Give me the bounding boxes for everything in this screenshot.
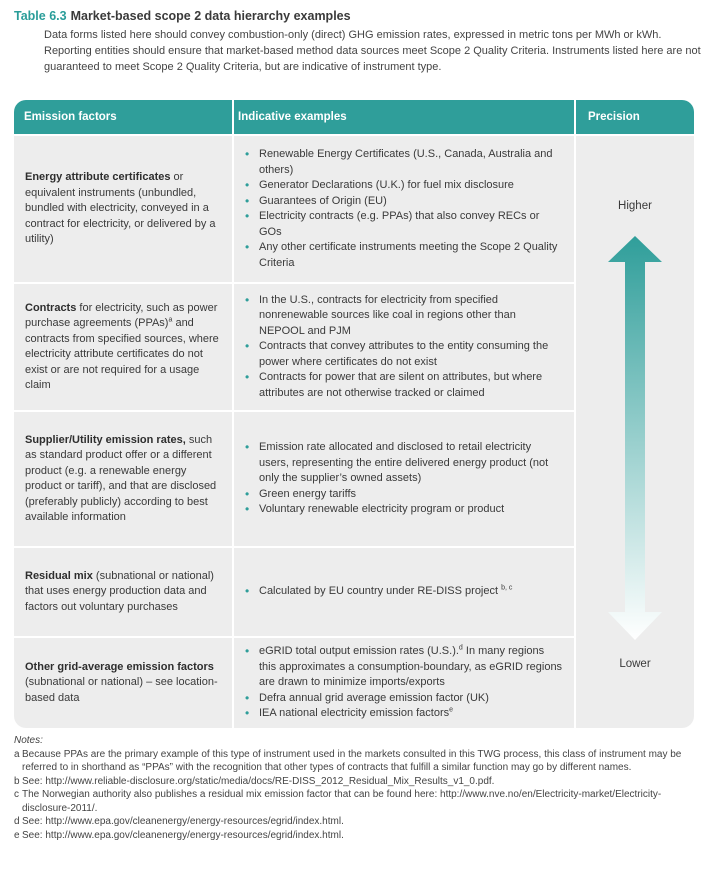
footnote	[14, 775, 704, 789]
list-item: • Contracts that convey attributes to the entity consuming the power where certificates do not exist	[244, 339, 564, 370]
list-item: • Green energy tariffs	[244, 487, 564, 503]
list-item: • Any other certificate instruments meeting the Scope 2 Quality Criteria	[244, 240, 564, 271]
emission-factor-name: Energy attribute certificates	[25, 171, 171, 184]
examples-list	[244, 293, 564, 402]
precision-arrow-icon	[576, 232, 694, 652]
examples-list	[244, 584, 564, 600]
list-item: • Guarantees of Origin (EU)	[244, 194, 564, 210]
footnote	[14, 748, 704, 775]
footnote-marker: a	[168, 316, 173, 324]
footnote-label: d	[14, 816, 20, 827]
emission-factor-desc: or equivalent instruments (unbundled, bundled with electricity, conveyed in a contract for electricity, or delivered by a utility)	[25, 171, 216, 246]
table-row	[14, 638, 574, 728]
list-item: • Emission rate allocated and disclosed to retail electricity users, representing the entire delivered energy product (not only the supplier’s owned assets)	[244, 440, 564, 487]
examples-cell	[234, 638, 574, 728]
header-indicative-examples: Indicative examples	[238, 111, 347, 123]
emission-factor-cell	[14, 136, 232, 282]
list-item-text: Calculated by EU country under RE-DISS project	[259, 585, 499, 598]
table-title	[14, 8, 704, 24]
emission-factor-name: Other grid-average emission factors	[25, 660, 214, 673]
emission-factor-name: Residual mix	[25, 569, 93, 582]
examples-list	[244, 644, 564, 722]
examples-cell	[234, 548, 574, 636]
footnote-marker: b, c	[501, 584, 513, 592]
footnote-text: See: http://www.reliable-disclosure.org/static/media/docs/RE-DISS_2012_Residual_Mix_Results_v1_0.pdf.	[22, 775, 495, 787]
examples-list	[244, 147, 564, 271]
notes-heading: Notes:	[14, 735, 43, 746]
table-row	[14, 284, 574, 410]
header-divider	[574, 100, 576, 134]
footnote	[14, 829, 704, 843]
footnote	[14, 788, 704, 815]
notes-section	[14, 734, 704, 842]
footnote	[14, 815, 704, 829]
precision-column	[576, 136, 694, 728]
emission-factor-desc: (subnational or national) – see location-based data	[25, 676, 218, 704]
precision-lower-label: Lower	[619, 658, 651, 670]
footnote-text: The Norwegian authority also publishes a residual mix emission factor that can be found here: http://www.nve.no/en/Electricity-market/Electricity-disclosure-2011/.	[22, 789, 662, 814]
footnote-text: Because PPAs are the primary example of this type of instrument used in the markets consulted in this TWG process, this class of instrument may be referred to in shorthand as “PPAs” with the recognition that other types of contracts that fulfill a similar function may go by different names.	[22, 748, 682, 773]
examples-cell	[234, 412, 574, 546]
table-header	[14, 100, 694, 134]
table-intro: Data forms listed here should convey combustion-only (direct) GHG emission rates, expressed in metric tons per MWh or kWh. Reporting entities should ensure that market-based method data sources meet Scope 2 Quality Criteria. Instruments listed here are not guaranteed to meet Scope 2 Quality Criteria, but are indicative of instrument type.	[44, 29, 701, 73]
table-row	[14, 548, 574, 636]
list-item: • Contracts for power that are silent on attributes, but where attributes are not otherwise tracked or claimed	[244, 370, 564, 401]
examples-cell	[234, 136, 574, 282]
list-item: • Defra annual grid average emission factor (UK)	[244, 691, 564, 707]
list-item: • Electricity contracts (e.g. PPAs) that also convey RECs or GOs	[244, 209, 564, 240]
footnote-label: a	[14, 748, 20, 760]
table-title-block	[14, 8, 704, 75]
table-row	[14, 412, 574, 546]
emission-factor-cell	[14, 412, 232, 546]
list-item-text-cont: In many regions this approximates a consumption-boundary, as eGRID regions are drawn to minimize imports/exports	[259, 645, 563, 689]
emission-factor-cell	[14, 548, 232, 636]
examples-list	[244, 440, 564, 518]
examples-cell	[234, 284, 574, 410]
emission-factor-desc: such as standard product offer or a different product (e.g. a renewable energy product or tariff), and that are disclosed (preferably publicly) according to best available information	[25, 433, 217, 523]
footnote-text: See: http://www.epa.gov/cleanenergy/energy-resources/egrid/index.html.	[22, 816, 344, 827]
list-item	[244, 706, 564, 722]
emission-factor-desc: for electricity, such as power purchase agreements (PPAs)	[25, 301, 218, 329]
emission-factor-name: Supplier/Utility emission rates,	[25, 433, 186, 446]
footnote-label: e	[14, 829, 20, 841]
footnote-text: See: http://www.epa.gov/cleanenergy/energy-resources/egrid/index.html.	[22, 829, 344, 841]
list-item	[244, 584, 564, 600]
table-number: Table 6.3	[14, 9, 67, 23]
header-emission-factors: Emission factors	[24, 111, 117, 123]
footnote-marker: d	[458, 644, 463, 652]
emission-factor-desc: (subnational or national) that uses energy production data and factors out voluntary purchases	[25, 569, 214, 613]
list-item	[244, 644, 564, 691]
list-item: • Generator Declarations (U.K.) for fuel mix disclosure	[244, 178, 564, 194]
emission-factor-name: Contracts	[25, 301, 77, 314]
precision-higher-label: Higher	[618, 200, 652, 212]
list-item: • Voluntary renewable electricity program or product	[244, 502, 564, 518]
list-item-text: IEA national electricity emission factors	[259, 707, 450, 720]
table-title-text: Market-based scope 2 data hierarchy examples	[70, 9, 351, 23]
list-item: • In the U.S., contracts for electricity from specified nonrenewable sources like coal in regions other than NEPOOL and PJM	[244, 293, 564, 340]
table-row	[14, 136, 574, 282]
list-item: • Renewable Energy Certificates (U.S., Canada, Australia and others)	[244, 147, 564, 178]
footnote-marker: e	[449, 706, 454, 714]
emission-factor-desc-cont: and contracts from specified sources, where electricity attribute certificates do not exist or are not required for a usage claim	[25, 317, 219, 391]
list-item-text: eGRID total output emission rates (U.S.).	[259, 645, 459, 658]
header-precision: Precision	[588, 111, 640, 123]
footnote-label: c	[14, 789, 19, 800]
emission-factor-cell	[14, 638, 232, 728]
hierarchy-table	[14, 100, 694, 728]
emission-factor-cell	[14, 284, 232, 410]
footnote-label: b	[14, 775, 20, 787]
header-divider	[232, 100, 234, 134]
